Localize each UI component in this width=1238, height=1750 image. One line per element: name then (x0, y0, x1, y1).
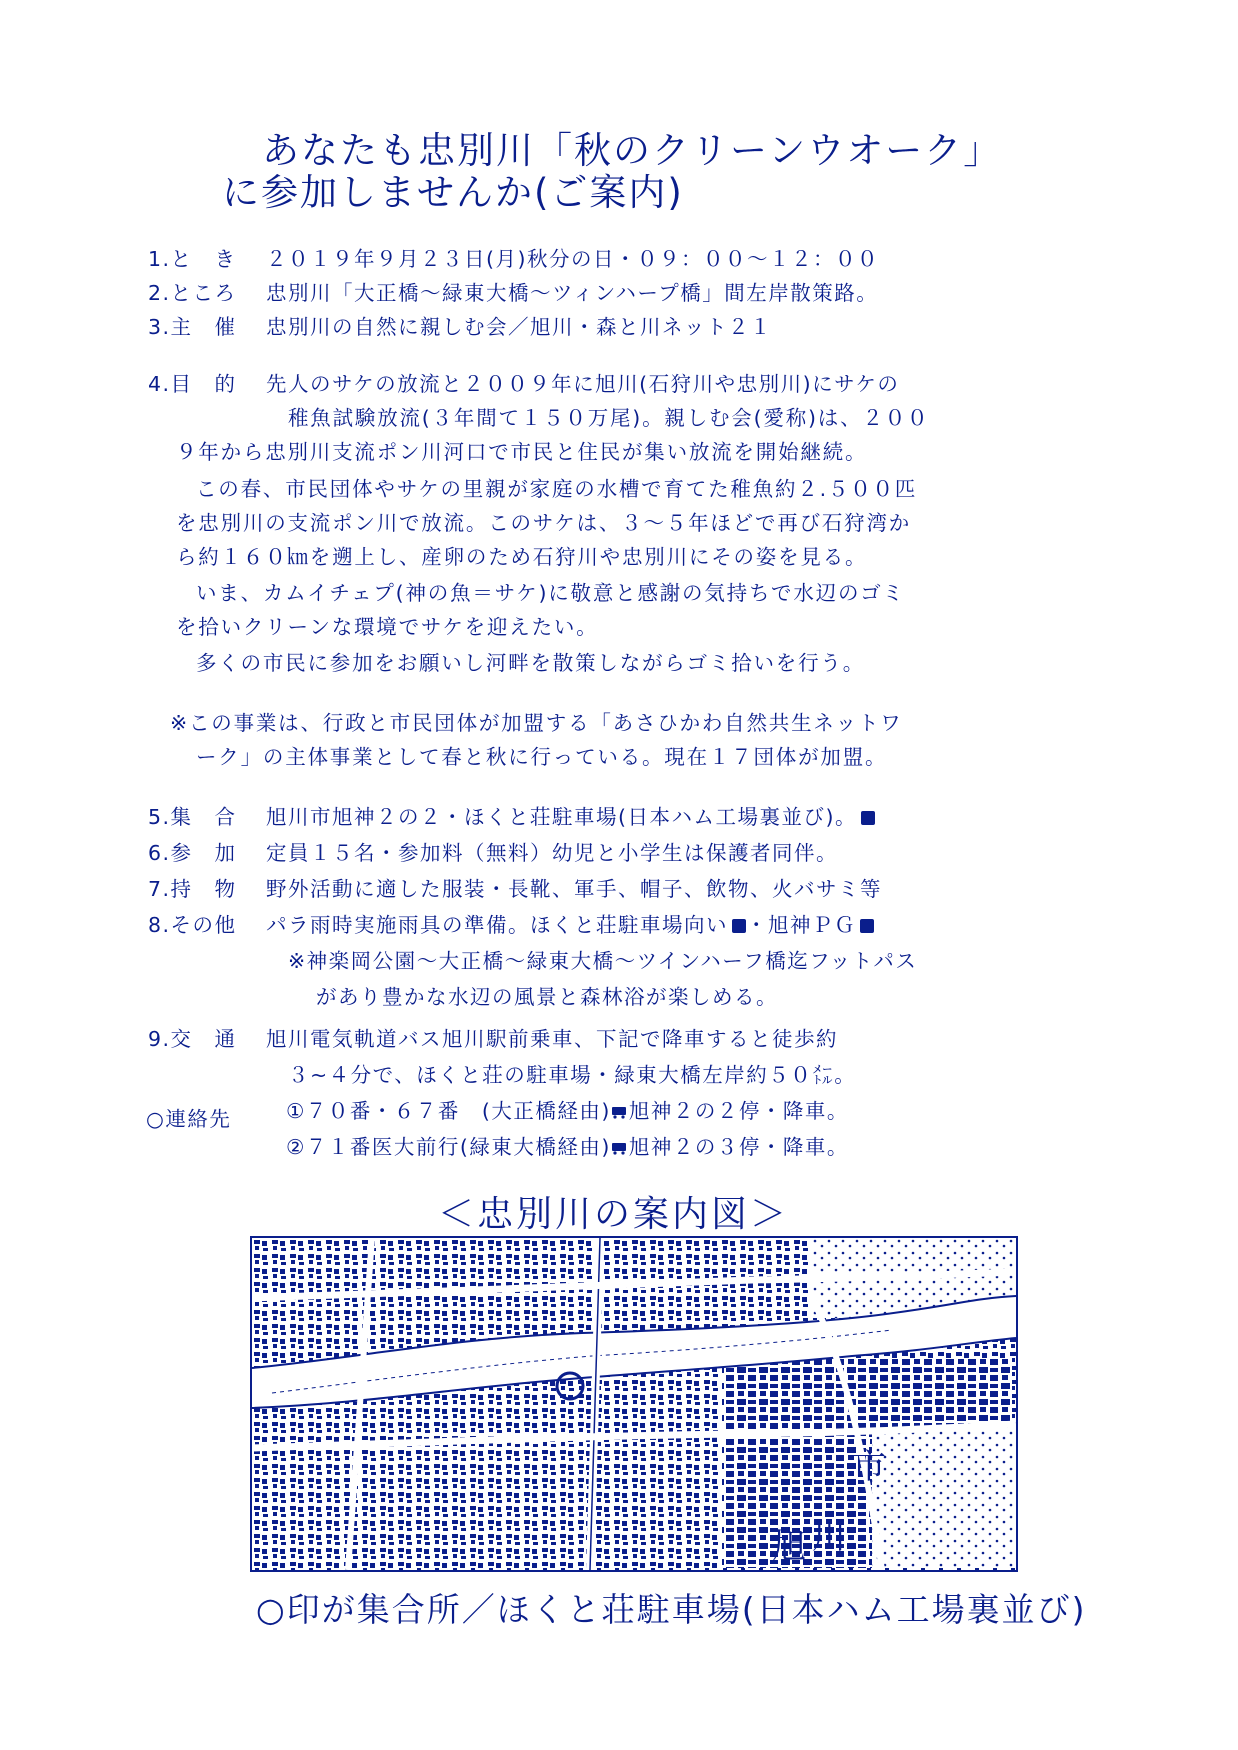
contact-label: ○連絡先 (146, 1107, 232, 1131)
title-line-2: に参加しませんか(ご案内) (222, 171, 684, 214)
map-title: ＜忠別川の案内図＞ (438, 1194, 790, 1235)
item-text: 定員１５名・参加料（無料）幼児と小学生は保護者同伴。 (266, 841, 838, 865)
purpose-line-9: 多くの市民に参加をお願いし河畔を散策しながらゴミ拾いを行う。 (196, 651, 865, 675)
purpose-line-8: を拾いクリーンな環境でサケを迎えたい。 (176, 615, 599, 639)
item-text-b: ・旭神ＰＧ (746, 913, 856, 937)
other-note-line-2: があり豊かな水辺の風景と森林浴が楽しめる。 (316, 985, 778, 1009)
svg-text:市: 市 (852, 1447, 886, 1487)
item-number: 6.参 加 (148, 841, 237, 865)
item-number: 7.持 物 (148, 877, 237, 901)
title-line-1: あなたも忠別川「秋のクリーンウオーク」 (262, 129, 1003, 172)
item-number: 9.交 通 (148, 1027, 237, 1051)
purpose-line-1: 先人のサケの放流と２００９年に旭川(石狩川や忠別川)にサケの (266, 372, 900, 396)
bus-icon (611, 1141, 629, 1155)
route-text: ②７１番医大前行(緑東大橋経由) (286, 1135, 611, 1159)
map-symbol-icon (732, 919, 746, 933)
bus-icon (611, 1105, 629, 1119)
item-number: 8.その他 (148, 913, 237, 937)
purpose-line-2: 稚魚試験放流(３年間て１５０万尾)。親しむ会(愛称)は、２００ (288, 406, 930, 430)
item-transport (148, 1022, 838, 1058)
item-number: 2.ところ (148, 281, 237, 305)
purpose-line-7: いま、カムイチェプ(神の魚＝サケ)に敬意と感謝の気持ちで水辺のゴミ (196, 581, 905, 605)
purpose-line-3: ９年から忠別川支流ポン川河口で市民と住民が集い放流を開始継続。 (176, 440, 868, 464)
item-number: 1.と き (148, 247, 237, 271)
transport-route-2 (286, 1130, 849, 1160)
map-symbol-icon (860, 919, 874, 933)
item-text: 忠別川「大正橋～緑東大橋～ツィンハープ橋」間左岸散策路。 (266, 281, 879, 305)
item-meeting (148, 800, 875, 836)
other-note-line-1: ※神楽岡公園～大正橋～緑東大橋～ツインハーフ橋迄フットパス (288, 949, 918, 973)
area-map (250, 1236, 1018, 1572)
transport-line-2: ３~４分で、ほくと荘の駐車場・緑東大橋左岸約５０㍍。 (288, 1063, 857, 1087)
item-text: 旭川市旭神２の２・ほくと荘駐車場(日本ハム工場裏並び)。 (266, 805, 857, 829)
route-text: ①７０番・６７番 (大正橋経由) (286, 1099, 611, 1123)
item-text: ２０１９年９月２３日(月)秋分の日・０９：００～１２：００ (266, 247, 879, 271)
svg-text:旭: 旭 (772, 1527, 806, 1567)
svg-text:川: 川 (812, 1517, 846, 1557)
item-purpose (148, 367, 899, 403)
item-place (148, 276, 878, 312)
transport-route-1 (286, 1094, 849, 1124)
note-line-1: ※この事業は、行政と市民団体が加盟する「あさひかわ自然共生ネットワ (170, 711, 903, 735)
item-date (148, 242, 879, 278)
item-number: 4.目 的 (148, 372, 237, 396)
note-line-2: ーク」の主体事業として春と秋に行っている。現在１７団体が加盟。 (196, 745, 888, 769)
item-number: 5.集 合 (148, 805, 237, 829)
map-caption: ○印が集合所／ほくと荘駐車場(日本ハム工場裏並び) (256, 1590, 1087, 1629)
purpose-line-6: ら約１６０㎞を遡上し、産卵のため石狩川や忠別川にその姿を見る。 (176, 545, 868, 569)
map-symbol-icon (861, 811, 875, 825)
item-text: 忠別川の自然に親しむ会／旭川・森と川ネット２１ (266, 315, 772, 339)
item-belongings (148, 872, 882, 908)
item-text: 野外活動に適した服装・長靴、軍手、帽子、飲物、火バサミ等 (266, 877, 882, 901)
purpose-line-5: を忠別川の支流ポン川で放流。このサケは、３～５年ほどで再び石狩湾か (176, 511, 912, 535)
route-stop: 旭神２の２停・降車。 (628, 1099, 849, 1123)
item-text: パラ雨時実施雨具の準備。ほくと荘駐車場向い (266, 913, 728, 937)
item-other (148, 908, 874, 944)
item-number: 3.主 催 (148, 315, 237, 339)
purpose-line-4: この春、市民団体やサケの里親が家庭の水槽で育てた稚魚約２.５００匹 (196, 477, 918, 501)
transport-line-1: 旭川電気軌道バス旭川駅前乗車、下記で降車すると徒歩約 (266, 1027, 838, 1051)
item-organizer (148, 310, 772, 346)
item-participation (148, 836, 838, 872)
route-stop: 旭神２の３停・降車。 (628, 1135, 849, 1159)
